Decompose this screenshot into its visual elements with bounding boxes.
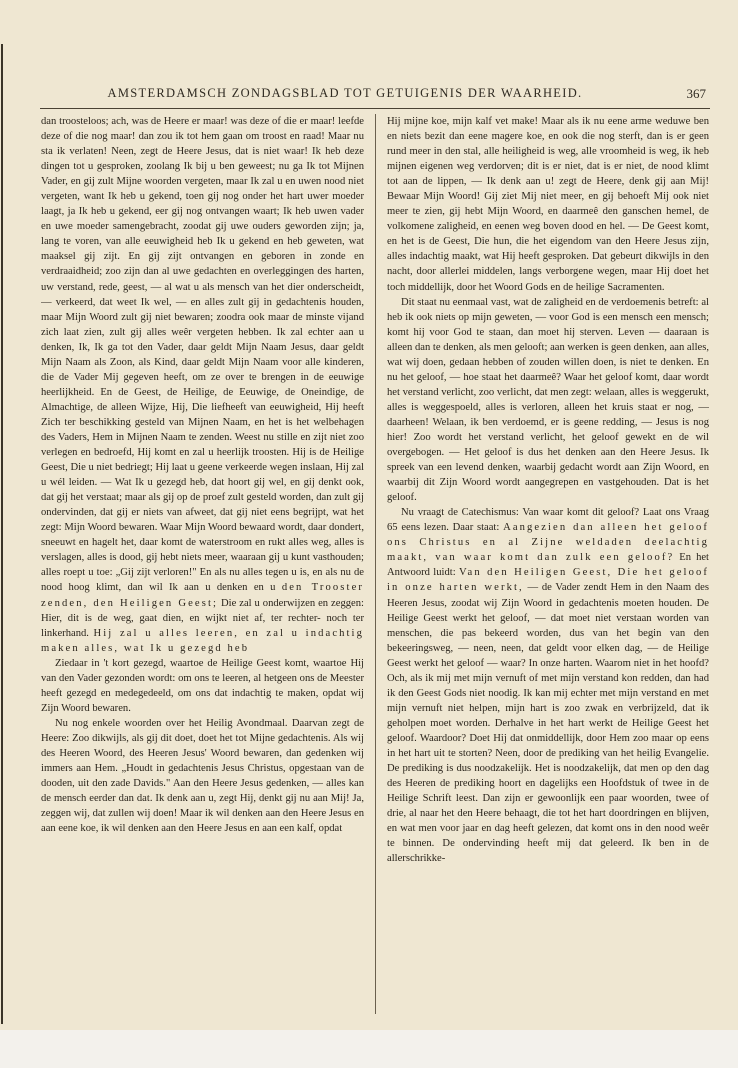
page-edge-rule: [1, 44, 3, 1024]
paragraph: [41, 114, 364, 656]
header-rule: [40, 108, 710, 109]
paragraph-text: En het Antwoord luidt:: [387, 552, 709, 579]
right-column: [387, 114, 709, 1014]
paragraph: Hij mijne koe, mijn kalf vet make! Maar als ik nu eene arme weduwe ben en niets bezit dan eene magere koe, en ook die nog sterft, dan is er geen rund meer in den stal, alle heiligheid is weg, alle vroomheid is weg, ik heb mijnen eigenen weg verdorven; dit is er niet, dat is er niet, de nood klimt tot aan de lippen, — Ik denk aan u! zegt de Heere, denk gij aan Mij! Bewaar Mijn Woord! Gij ziet Mij niet meer, en gij behoeft Mij ook niet meer te zien, gij hebt Mijn Woord, en daarmeê den ganschen hemel, de volkomene zaligheid, en eenen weg boven dood en hel. — De Geest komt, en het is de Geest, Die hun, die het eigendom van den Heere Jesus zijn, alles indachtig maakt, wat Hij heeft gesproken. Dat gebeurt dikwijls in den nacht, door allerlei middelen, langs verborgene wegen, maar Hij doet het toch middellijk, door het Woord Gods en de heilige Sacramenten.: [387, 116, 709, 293]
spaced-emphasis: Van den Heiligen Geest, Die het geloof in onze harten werkt,: [387, 567, 709, 594]
paragraph: Ziedaar in 't kort gezegd, waartoe de Heilige Geest komt, waartoe Hij van den Vader gezonden wordt: om ons te leeren, al hetgeen ons de Meester heeft gezegd en medegedeeld, om ons dat indachtig te maken, opdat wij Zijn Woord bewaren.: [41, 657, 364, 714]
spaced-emphasis: den Trooster zenden, den Heiligen Geest;: [41, 582, 364, 609]
paragraph-text: Nu vraagt de Catechismus: Van waar komt dit geloof? Laat ons Vraag 65 eens lezen. Daar staat:: [387, 507, 709, 534]
paragraph-text: dan troosteloos; ach, was de Heere er maar! was deze of die er maar! leefde deze of die nog maar! dan zou ik tot hem gaan om troost en raad! Maar nu sta ik verlaten! Neen, zegt de Heere Jesus, dat is niet waar! Ik heb deze dingen tot u gesproken, zoolang Ik bij u ben geweest; nu ga Ik tot Mijnen Vader, en gij zult Mijne woorden vergeten, maar Ik zal u en uwen nood niet vergeten, want Ik heb u gekend, toen gij nog onder het hart uwer moeder laagt, ja Ik heb u gekend, eer gij nog ontvangen waart; Ik heb uwen vader en uwe moeder samengebracht, zoodat gij uwe ouders geworden zijn; ja, lang te voren, van alle eeuwigheid heb Ik u gekend en heb geweten, wat maaksel gij zijt. En gij zijt ontvangen en geboren in zonde en verdraaidheid; zoo zijn dan al uwe gedachten en overleggingen des harten, uw verstand, rede, geest, — al wat u als mensch van het dier onderscheidt, — verkeerd, dat weet Ik wel, — en alles zult gij in gedachtenis houden, maar Mijn Woord zult gij niet bewaren; zoodra ook maar de minste vijand zich laat zien, zult gij alles weêr vergeten hebben. Ik zal echter aan u denken, Ik, Ik ga tot den Vader, daar geldt Mijn Naam Jesus, daar geldt Mijn Naam als Zoon, als Kind, daar geldt Mijn Naam voor alle kinderen, die de Vader Mij gegeven heeft, om ze over te brengen in de eeuwige heerlijkheid. En de Geest, de Heilige, de Eeuwige, de Oneindige, de Almachtige, de alleen Wijze, Hij, Die liefheeft van eeuwigheid, Hij heeft Zich ter beschikking gesteld van Mijnen Naam, en het is het welbehagen des Vaders, Hem in Mijnen Naam te zenden. Weest nu stille en zijt niet zoo verlegen en bedroefd, Hij komt en zal u heerlijk troosten. Hij is de Heilige Geest, Die u niet bedriegt; Hij laat u geene verkeerde wegen inslaan, Hij zal u wél leiden. — Wat Ik u gezegd heb, dat hoort gij wel, en gij denkt ook, dat gij het verstaat; maar als gij op de proef zult gesteld worden, dan zult gij ondervinden, dat gij er niets van afweet, dat gij niet eens begrijpt, wat het zegt: Mijn Woord bewaren. Waar Mijn Woord bewaard wordt, daar dondert, sneeuwt en hagelt het, daar komt de waterstroom en rukt alles weg, alles is verslagen, alles is dood, gij hebt niets meer, waaraan gij u kunt vasthouden; alles roept u toe: „Gij zijt verloren!" En als nu alles tegen u is, en als nu de nood hoog klimt, dan wil Ik aan u denken en u: [41, 116, 364, 594]
paragraph: Dit staat nu eenmaal vast, wat de zaligheid en de verdoemenis betreft: al heb ik ook niets op mijn geweten, — voor God is een mensch een mensch; komt hij voor God te staan, dan moet hij sterven. Leven — daaraan is alleen dan te denken, als men gelooft; aan werken is geen denken, aan alles, wat wij doen, gedaan hebben of zouden willen doen, is niet te denken. En nu het geloof, — hoe staat het daarmeê? Waar het geloof komt, daar wordt het verstand verlicht, zoo verlicht, dat men zegt: welaan, alles is weggerukt, alles is weggespoeld, alles is verloren, alleen het kruis staat er nog, — daarheen! Welaan, ik ben verdoemd, er is geene redding, — Jesus is nog hier! Zoo wordt het verstand verlicht, het geloof gewekt en de wil overgebogen. — Het geloof is dus het denken aan den Heere Jesus. Ik spreek van een levend denken, waarbij gedacht wordt aan Zijn Woord, en waarbij dit Zijn Woord wordt aangegrepen en vastgehouden. Dat is het geloof.: [387, 296, 709, 504]
page-header: [40, 86, 710, 106]
paragraph-text: Die zal u onderwijzen en zeggen: Hier, dit is de weg, gaat dien, en wijkt niet af, ter rechter- noch ter linkerhand.: [41, 597, 364, 639]
column-divider: [375, 114, 376, 1014]
spaced-emphasis: Aangezien dan alleen het geloof ons Christus en al Zijne weldaden deelachtig maakt, van waar komt dan zulk een geloof?: [387, 522, 709, 564]
page-bottom-margin: [0, 1030, 738, 1068]
paragraph: [387, 505, 709, 866]
running-head: AMSTERDAMSCH ZONDAGSBLAD TOT GETUIGENIS DER WAARHEID.: [107, 86, 583, 100]
left-column: [41, 114, 364, 1014]
page-number: 367: [686, 86, 706, 101]
paragraph: Nu nog enkele woorden over het Heilig Avondmaal. Daarvan zegt de Heere: Zoo dikwijls, als gij dit doet, doet het tot Mijne gedachtenis. Als wij des Heeren Woord, des Heeren Jesus' Woord bewaren, dan gedenken wij immers aan Hem. „Houdt in gedachtenis Jesus Christus, opgestaan van de dooden, uit den zade Davids." Aan den Heere Jesus gedenken, — alles kan de mensch eerder dan dat. Ik denk aan u, zegt Hij, denkt gij nu aan Mij! Ja, zeggen wij, dat zullen wij doen! Maar ik wil denken aan den Heere Jesus en aan eene koe, ik wil denken aan den Heere Jesus en aan een kalf, opdat: [41, 717, 364, 835]
spaced-emphasis: Hij zal u alles leeren, en zal u indachtig maken alles, wat Ik u gezegd heb: [41, 627, 364, 654]
paragraph-text: — de Vader zendt Hem in den Naam des Heeren Jesus, zoodat wij Zijn Woord in gedachtenis moeten houden. De Heilige Geest werkt het geloof, — dat moet niet verstaan worden van menschen, die pas bekeerd worden, dus van het begin van den bekeeringsweg, — neen, neen, dat geldt voor elken dag, — de Heilige Geest werkt het geloof — waar? In onze harten. Waarom niet in het hoofd? Och, als ik mij met mijn vernuft of met mijn verstand kon redden, dan had ik den Geest Gods niet noodig. Ik kan mij echter met mijn verstand en met mijn vernuft niet helpen, mijn hart is zoo zwak en verbrijzeld, dat ik geholpen moet worden. Derhalve in het hart werkt de Heilige Geest het geloof. Waardoor? Doet Hij dat onmiddellijk, door Hem zoo maar op eens in het hart uit te storten? Neen, door de prediking van het heilig Evangelie. De prediking is dus noodzakelijk. Het is noodzakelijk, dat men op den dag des Heeren de prediking hoort en dagelijks een Hoofdstuk of twee in de Heilige Schrift leest. Dan zijn er gewoonlijk een paar woorden, twee of drie, al naar het den Heere behaagt, die tot het hart doordringen en blijven, en wat men voor jaar en dag heeft gelezen, dat komt ons in den nood weêr te binnen. De ondervinding heeft mij dat geleerd. Ik ben in de allerschrikke-: [387, 582, 709, 865]
